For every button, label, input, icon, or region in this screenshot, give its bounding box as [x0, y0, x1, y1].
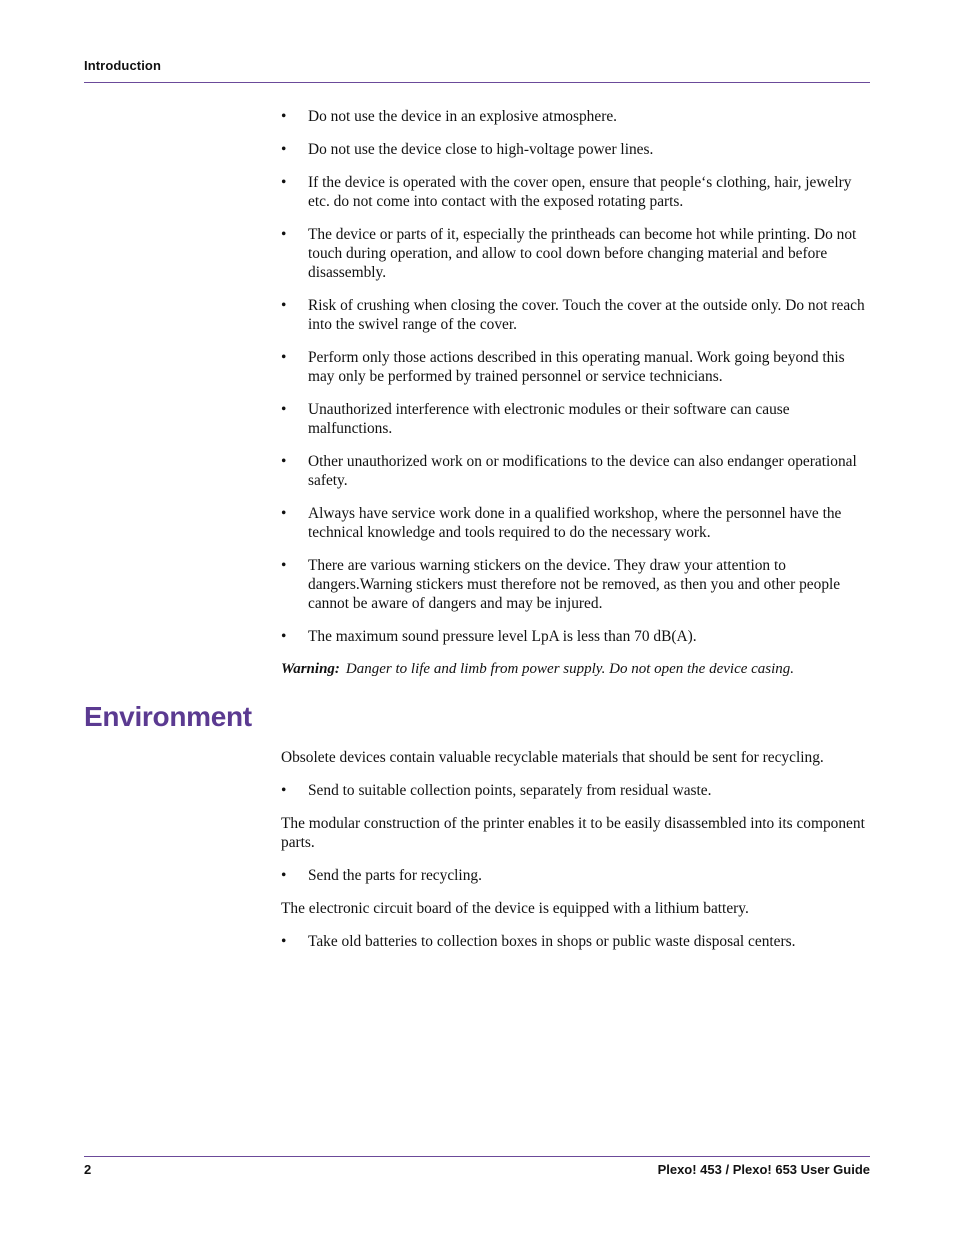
environment-heading: Environment	[84, 701, 252, 732]
list-item	[281, 452, 871, 490]
list-item-text: If the device is operated with the cover open, ensure that people‘s clothing, hair, jewelry etc. do not come into contact with the exposed rotating parts.	[308, 174, 852, 210]
environment-list-3	[281, 932, 871, 951]
bullet-icon: •	[281, 349, 287, 366]
bullet-icon: •	[281, 867, 287, 884]
list-item-text: Other unauthorized work on or modifications to the device can also endanger operational safety.	[308, 453, 857, 489]
bullet-icon: •	[281, 297, 287, 314]
environment-list-1	[281, 781, 871, 800]
list-item-text: Send the parts for recycling.	[308, 867, 482, 884]
list-item	[281, 556, 871, 613]
list-item-text: Perform only those actions described in this operating manual. Work going beyond this may only be performed by trained personnel or service technicians.	[308, 349, 845, 385]
environment-paragraph-3: The electronic circuit board of the device is equipped with a lithium battery.	[281, 900, 749, 917]
list-item	[281, 781, 871, 800]
list-item	[281, 504, 871, 542]
running-header: Introduction	[84, 58, 162, 73]
warning-note	[281, 660, 871, 679]
environment-paragraph-2: The modular construction of the printer enables it to be easily disassembled into its component parts.	[281, 815, 865, 851]
list-item	[281, 627, 871, 646]
list-item-text: Do not use the device close to high-voltage power lines.	[308, 141, 654, 158]
guide-title: Plexo! 453 / Plexo! 653 User Guide	[657, 1162, 870, 1177]
environment-intro: Obsolete devices contain valuable recyclable materials that should be sent for recycling.	[281, 749, 824, 766]
list-item-text: Take old batteries to collection boxes in shops or public waste disposal centers.	[308, 933, 796, 950]
bullet-icon: •	[281, 557, 287, 574]
bullet-icon: •	[281, 628, 287, 645]
bullet-icon: •	[281, 401, 287, 418]
bullet-icon: •	[281, 141, 287, 158]
list-item	[281, 140, 871, 159]
list-item-text: Unauthorized interference with electronic modules or their software can cause malfunctions.	[308, 401, 790, 437]
list-item	[281, 400, 871, 438]
list-item	[281, 107, 871, 126]
bullet-icon: •	[281, 226, 287, 243]
list-item	[281, 348, 871, 386]
bullet-icon: •	[281, 933, 287, 950]
warning-text: Danger to life and limb from power supply. Do not open the device casing.	[345, 661, 795, 677]
footer-rule	[84, 1156, 870, 1157]
list-item-text: Do not use the device in an explosive atmosphere.	[308, 108, 618, 125]
page-number: 2	[84, 1162, 92, 1177]
list-item	[281, 866, 871, 885]
header-rule	[84, 82, 870, 83]
list-item-text: The maximum sound pressure level LpA is less than 70 dB(A).	[308, 628, 697, 645]
environment-list-2	[281, 866, 871, 885]
safety-section	[281, 107, 871, 679]
bullet-icon: •	[281, 108, 287, 125]
environment-section	[281, 748, 871, 965]
list-item-text: Risk of crushing when closing the cover. Touch the cover at the outside only. Do not reach into the swivel range of the cover.	[308, 297, 865, 333]
bullet-icon: •	[281, 174, 287, 191]
list-item-text: There are various warning stickers on the device. They draw your attention to dangers.Warning stickers must therefore not be removed, as then you and other people cannot be aware of dangers and may be injured.	[308, 557, 841, 612]
list-item	[281, 296, 871, 334]
safety-list	[281, 107, 871, 646]
list-item	[281, 932, 871, 951]
warning-label: Warning:	[281, 661, 340, 677]
list-item-text: Send to suitable collection points, separately from residual waste.	[308, 782, 712, 799]
list-item	[281, 173, 871, 211]
list-item-text: The device or parts of it, especially the printheads can become hot while printing. Do not touch during operation, and allow to cool down before changing material and before disassembly.	[308, 226, 857, 281]
bullet-icon: •	[281, 782, 287, 799]
list-item-text: Always have service work done in a qualified workshop, where the personnel have the technical knowledge and tools required to do the necessary work.	[308, 505, 842, 541]
list-item	[281, 225, 871, 282]
bullet-icon: •	[281, 505, 287, 522]
bullet-icon: •	[281, 453, 287, 470]
